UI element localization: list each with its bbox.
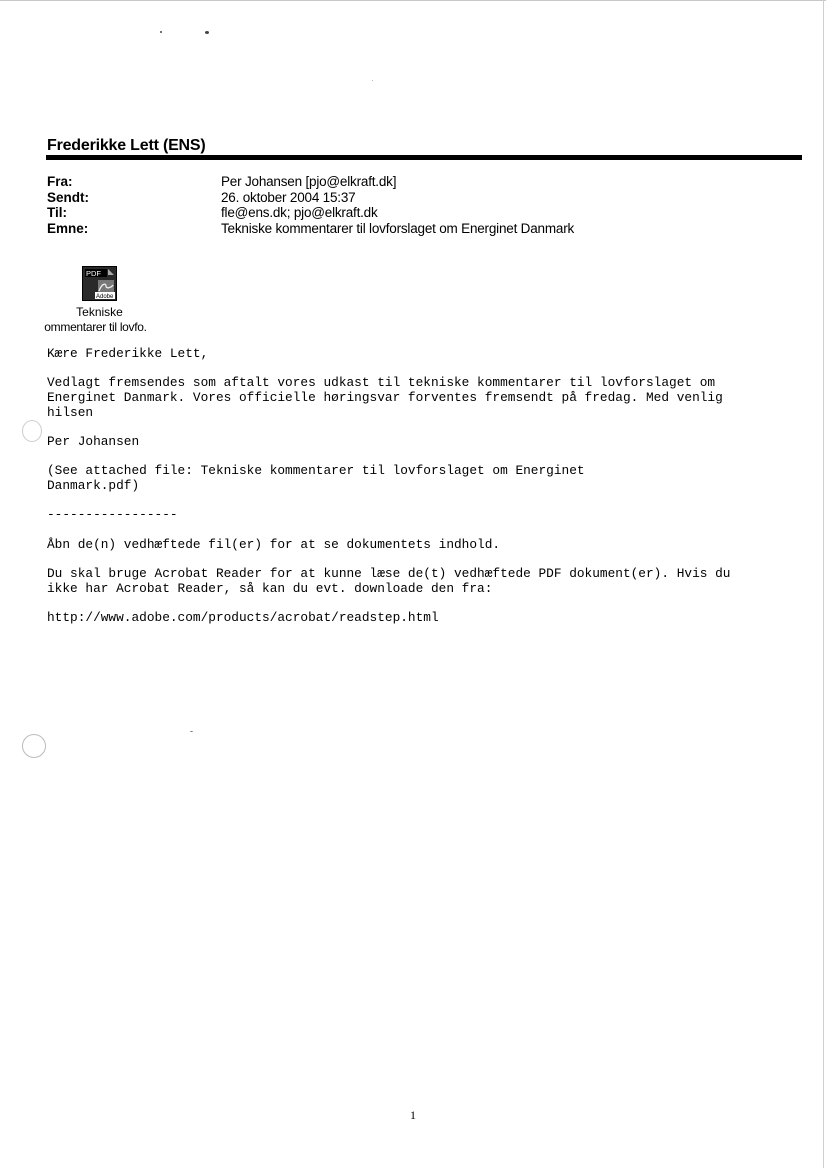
body-line: hilsen xyxy=(47,405,94,420)
to-label: Til: xyxy=(47,205,67,220)
header-row-from xyxy=(47,174,574,190)
open-instruction: Åbn de(n) vedhæftede fil(er) for at se dokumentets indhold. xyxy=(47,537,501,552)
reader-note-line: Du skal bruge Acrobat Reader for at kunne læse de(t) vedhæftede PDF dokument(er). Hvis du xyxy=(47,566,731,581)
scan-right-edge xyxy=(823,0,824,1168)
scan-speck xyxy=(205,31,209,34)
reader-note-line: ikke har Acrobat Reader, så kan du evt. downloade den fra: xyxy=(47,581,493,596)
body-line: Vedlagt fremsendes som aftalt vores udkast til tekniske kommentarer til lovforslaget om xyxy=(47,375,716,390)
email-header-fields xyxy=(47,174,574,236)
header-row-subject xyxy=(47,221,574,237)
body-line: Energinet Danmark. Vores officielle høringsvar forventes fremsendt på fredag. Med venlig xyxy=(47,390,723,405)
sent-value: 26. oktober 2004 15:37 xyxy=(221,189,356,205)
scan-speck xyxy=(160,31,162,33)
punch-hole-mark xyxy=(22,734,46,758)
signature: Per Johansen xyxy=(47,434,140,449)
adobe-icon-label: Adobe xyxy=(96,294,114,300)
pdf-icon-label: PDF xyxy=(86,269,101,278)
subject-label: Emne: xyxy=(47,220,89,236)
header-row-sent xyxy=(47,190,574,206)
separator-line: ----------------- xyxy=(47,507,178,522)
sent-label: Sendt: xyxy=(47,189,89,205)
header-divider xyxy=(46,155,802,160)
mailbox-owner-name: Frederikke Lett (ENS) xyxy=(47,137,206,154)
download-link[interactable]: http://www.adobe.com/products/acrobat/readstep.html xyxy=(47,610,439,625)
punch-hole-mark xyxy=(22,420,42,442)
attached-note-line: Danmark.pdf) xyxy=(47,478,140,493)
pdf-attachment[interactable] xyxy=(44,266,152,335)
page-number: 1 xyxy=(410,1108,416,1122)
pdf-file-icon xyxy=(82,266,117,301)
subject-value: Tekniske kommentarer til lovforslaget om Energinet Danmark xyxy=(221,220,575,236)
scan-top-edge xyxy=(0,0,826,3)
attached-note-line: (See attached file: Tekniske kommentarer til lovforslaget om Energinet xyxy=(47,463,585,478)
scan-speck xyxy=(372,80,373,81)
from-value: Per Johansen [pjo@elkraft.dk] xyxy=(221,174,397,189)
header-row-to xyxy=(47,205,574,221)
attachment-name-line1: Tekniske xyxy=(76,305,123,319)
to-value: fle@ens.dk; pjo@elkraft.dk xyxy=(221,205,378,220)
scan-speck xyxy=(190,731,193,732)
greeting: Kære Frederikke Lett, xyxy=(47,346,209,361)
attachment-name-line2: ommentarer til lovfo. xyxy=(44,320,147,334)
from-label: Fra: xyxy=(47,174,73,189)
